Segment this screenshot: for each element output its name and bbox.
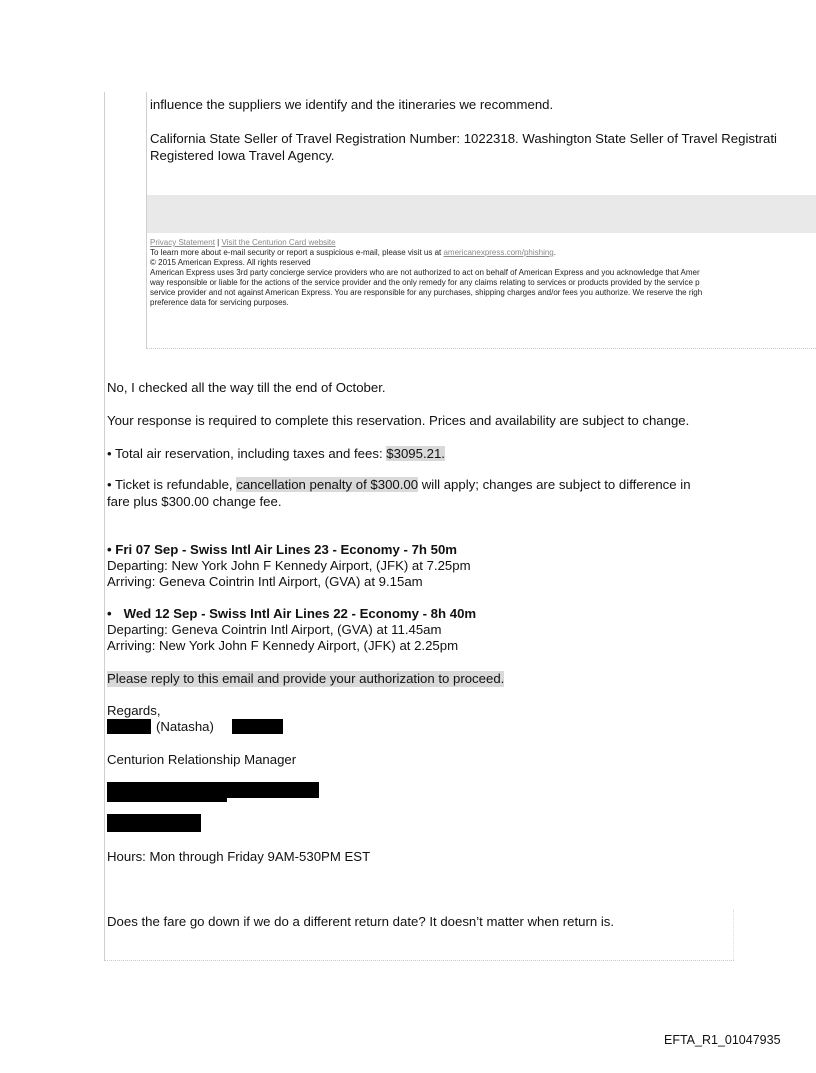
cancellation-penalty: cancellation penalty of $300.00	[236, 477, 419, 492]
total-reservation-line	[107, 446, 445, 462]
fare-question: Does the fare go down if we do a different return date? It doesn’t matter when return is.	[107, 914, 615, 929]
hours-line: Hours: Mon through Friday 9AM-530PM EST	[107, 849, 371, 864]
response-required-line: Your response is required to complete this reservation. Prices and availability are subject to change.	[107, 413, 690, 428]
refund-prefix: • Ticket is refundable,	[107, 477, 237, 492]
total-prefix: • Total air reservation, including taxes and fees:	[107, 446, 387, 461]
total-amount: $3095.21.	[386, 446, 445, 461]
email-right-border	[733, 910, 734, 960]
disclaimer-line-2: way responsible or liable for the actions of the service provider and the only remedy for any claims relating to services or products provided by the service p	[150, 278, 700, 287]
phishing-link[interactable]: americanexpress.com/phishing	[443, 248, 554, 257]
security-text: To learn more about e-mail security or report a suspicious e-mail, please visit us at	[150, 248, 444, 257]
reply-checked-october: No, I checked all the way till the end of October.	[107, 380, 386, 395]
centurion-website-link[interactable]: Visit the Centurion Card website	[221, 238, 336, 247]
email-bottom-border	[104, 960, 734, 961]
flight2-bullet: •	[107, 606, 112, 621]
copyright-text: © 2015 American Express. All rights reserved	[150, 258, 311, 267]
footer-links	[150, 238, 336, 248]
flight1-arriving: Arriving: Geneva Cointrin Intl Airport, (GVA) at 9.15am	[107, 574, 423, 589]
security-notice	[150, 248, 556, 258]
signature-title: Centurion Relationship Manager	[107, 752, 297, 767]
redaction-contact-2	[107, 814, 201, 832]
link-separator: |	[214, 238, 222, 247]
regards: Regards,	[107, 703, 161, 718]
flight2-arriving: Arriving: New York John F Kennedy Airport, (JFK) at 2.25pm	[107, 638, 459, 653]
authorization-request: Please reply to this email and provide your authorization to proceed.	[107, 671, 505, 686]
email-left-border	[104, 92, 105, 960]
disclaimer-line-3: service provider and not against American Express. You are responsible for any purchases, shipping charges and/or fees you authorize. We reserve the righ	[150, 288, 703, 297]
signature-nickname: (Natasha)	[156, 719, 214, 734]
disclaimer-line-4: preference data for servicing purposes.	[150, 298, 289, 307]
flight2-title: Wed 12 Sep - Swiss Intl Air Lines 22 - Economy - 8h 40m	[123, 606, 477, 621]
document-id: EFTA_R1_01047935	[664, 1033, 781, 1047]
redaction-last-name	[232, 719, 283, 734]
quoted-suppliers-line: influence the suppliers we identify and the itineraries we recommend.	[150, 97, 554, 112]
flight1-departing: Departing: New York John F Kennedy Airport, (JFK) at 7.25pm	[107, 558, 471, 573]
quoted-gray-band	[147, 195, 816, 233]
flight2-title-row	[107, 606, 476, 622]
flight2-departing: Departing: Geneva Cointrin Intl Airport, (GVA) at 11.45am	[107, 622, 442, 637]
security-end: .	[553, 248, 556, 257]
refund-line-1	[107, 477, 691, 493]
registration-line-1: California State Seller of Travel Registration Number: 1022318. Washington State Seller of Travel Registrati	[150, 131, 777, 146]
redaction-contact-1b	[107, 796, 227, 802]
flight1-title: • Fri 07 Sep - Swiss Intl Air Lines 23 - Economy - 7h 50m	[107, 542, 458, 557]
refund-suffix: will apply; changes are subject to difference in	[418, 477, 691, 492]
refund-line-2: fare plus $300.00 change fee.	[107, 494, 282, 509]
quoted-bottom-border	[146, 348, 816, 349]
registration-line-2: Registered Iowa Travel Agency.	[150, 148, 335, 163]
disclaimer-line-1: American Express uses 3rd party concierge service providers who are not authorized to act on behalf of American Express and you acknowledge that Amer	[150, 268, 700, 277]
redaction-first-name	[107, 719, 151, 734]
privacy-statement-link[interactable]: Privacy Statement	[150, 238, 215, 247]
